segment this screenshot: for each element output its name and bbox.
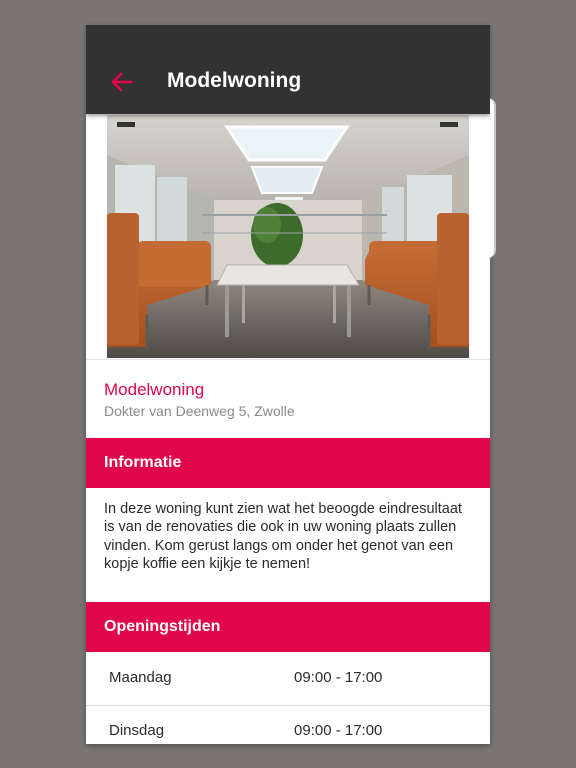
opening-hours-day: Dinsdag: [109, 722, 165, 739]
opening-hours-day: Maandag: [109, 669, 172, 686]
app-screen: [86, 25, 490, 744]
information-header: [86, 438, 490, 488]
opening-hours-row: [86, 653, 490, 705]
back-button[interactable]: [106, 66, 136, 96]
location-address: Dokter van Deenweg 5, Zwolle: [104, 403, 295, 419]
opening-hours-header-label: Openingstijden: [104, 618, 221, 635]
information-text: In deze woning kunt zien wat het beoogde eindresultaat is van de renovaties die ook in uw woning plaats zullen vinden. Kom gerust langs om onder het genot van een kopje koffie een kijkje te nemen!: [104, 501, 462, 573]
opening-hours-time: 09:00 - 17:00: [294, 669, 383, 686]
opening-hours-time: 09:00 - 17:00: [294, 722, 383, 739]
divider: [86, 359, 490, 360]
information-header-label: Informatie: [104, 454, 182, 471]
location-name: Modelwoning: [104, 380, 205, 399]
opening-hours-row: [86, 706, 490, 744]
hero-image: [107, 115, 469, 358]
app-bar: [86, 25, 490, 114]
page-title: Modelwoning: [167, 69, 302, 92]
opening-hours-header: [86, 602, 490, 652]
arrow-left-icon: [106, 66, 136, 96]
drawer-handle[interactable]: [486, 98, 496, 258]
